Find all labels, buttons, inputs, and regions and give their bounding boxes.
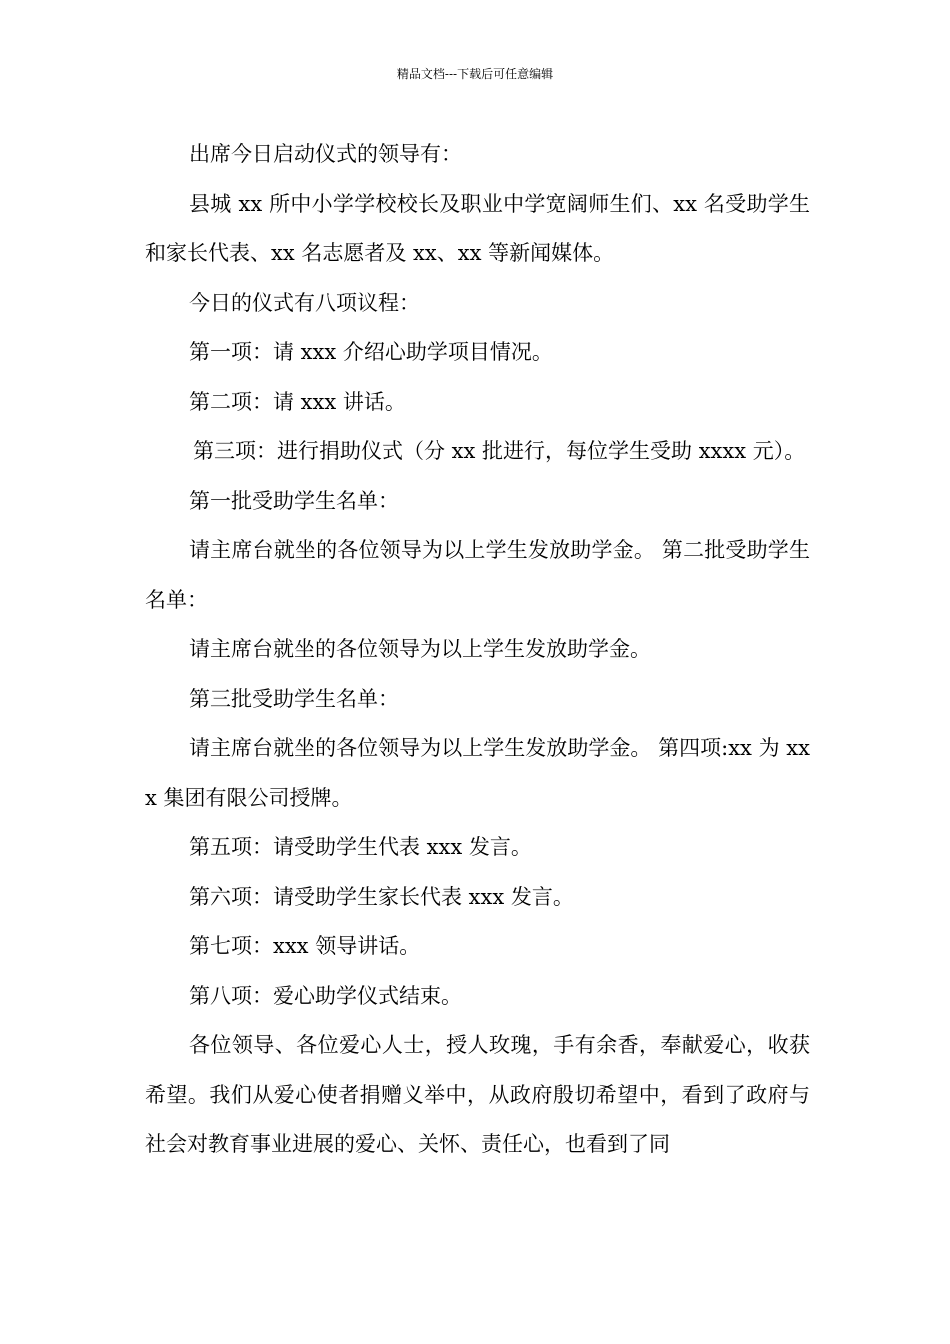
paragraph-award-2: 请主席台就坐的各位领导为以上学生发放助学金。: [189, 637, 651, 661]
paragraph-item-2: 第二项：请 xxx 讲话。: [189, 389, 406, 414]
paragraph-attendees: 县城 xx 所中小学学校校长及职业中学宽阔师生们、xx 名受助学生和家长代表、xx 名志愿者及 xx、xx 等新闻媒体。: [145, 191, 810, 265]
paragraph-batch-3: 第三批受助学生名单：: [189, 686, 399, 711]
paragraph-award-item-4: 请主席台就坐的各位领导为以上学生发放助学金。 第四项:xx 为 xxx 集团有限公司授牌。: [145, 736, 810, 810]
paragraph-item-3: 第三项：进行捐助仪式（分 xx 批进行，每位学生受助 xxxx 元）。: [193, 439, 806, 463]
paragraph-item-6: 第六项：请受助学生家长代表 xxx 发言。: [189, 884, 574, 909]
paragraph-agenda-intro: 今日的仪式有八项议程：: [189, 290, 420, 315]
paragraph-batch-1: 第一批受助学生名单：: [189, 488, 399, 513]
paragraph-item-5: 第五项：请受助学生代表 xxx 发言。: [189, 835, 532, 859]
paragraph-closing: 各位领导、各位爱心人士，授人玫瑰，手有余香，奉献爱心，收获希望。我们从爱心使者捐赠义举中，从政府殷切希望中，看到了政府与社会对教育事业进展的爱心、关怀、责任心，也看到了同: [145, 1033, 810, 1156]
paragraph-item-7: 第七项：xxx 领导讲话。: [189, 934, 421, 958]
page-header: 精品文档---下载后可任意编辑: [396, 67, 554, 81]
paragraph-award-batch-2: 请主席台就坐的各位领导为以上学生发放助学金。 第二批受助学生名单：: [145, 538, 810, 612]
document-body: [145, 130, 810, 1170]
paragraph-item-8: 第八项：爱心助学仪式结束。: [189, 983, 462, 1008]
paragraph-attending-leaders: 出席今日启动仪式的领导有：: [189, 142, 462, 166]
paragraph-item-1: 第一项：请 xxx 介绍心助学项目情况。: [189, 340, 553, 364]
